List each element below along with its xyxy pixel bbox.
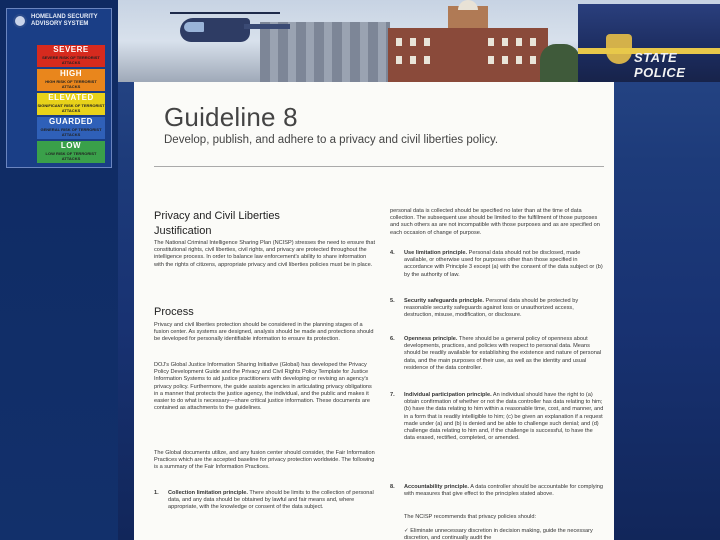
- level-name: GUARDED: [49, 117, 93, 126]
- principle-1: [154, 490, 376, 530]
- guideline-title: Guideline 8: [164, 102, 298, 132]
- threat-level-high: [37, 69, 105, 91]
- hsas-header: [11, 12, 109, 42]
- principle-7: [390, 392, 604, 482]
- process-text-3: The Global documents utilize, and any fusion center should consider, the Fair Information Practices which are the accepted baseline for privacy protection worldwide. The following is a summary of the Fair Information Practices.: [154, 450, 375, 471]
- threat-level-elevated: [37, 93, 105, 115]
- level-desc: SEVERE RISK OF TERRORIST ATTACKS: [42, 55, 100, 65]
- dhs-seal-icon: [13, 14, 27, 28]
- right-intro-text: personal data is collected should be specified no later than at the time of data collection. The subsequent use should be limited to the fulfillment of those purposes and such others as are not incompatible with those purposes and as are specified on each occasion of change of purpose.: [390, 208, 600, 236]
- item-number: 1.: [154, 490, 159, 496]
- level-desc: GENERAL RISK OF TERRORIST ATTACKS: [40, 127, 102, 137]
- item-body: An individual should have the right to (a) obtain confirmation of whether or not the data controller has data relating to him; (b) have the data relating to him within a reasonable time, cost, and manner, and in a form that is readily intelligible to him; (c) be given an explanation if a request made under (a) and (b) is denied and be able to challenge such denial; and (d) challenge data relating to him and, if the challenge is successful, to have the data erased, rectified, completed, or amended.: [404, 392, 604, 442]
- item-text: [404, 298, 604, 320]
- item-lead: Use limitation principle.: [404, 250, 468, 256]
- principle-8: [390, 484, 604, 514]
- level-desc: SIGNIFICANT RISK OF TERRORIST ATTACKS: [37, 103, 105, 113]
- sidebar: [0, 0, 118, 540]
- item-lead: Security safeguards principle.: [404, 298, 484, 304]
- item-lead: Accountability principle.: [404, 484, 469, 490]
- item-lead: Individual participation principle.: [404, 392, 492, 398]
- item-number: 4.: [390, 250, 395, 256]
- principle-6: [390, 336, 604, 386]
- trees-image: [540, 44, 580, 82]
- car-text: STATE POLICE: [634, 50, 686, 80]
- hsas-title: HOMELAND SECURITY ADVISORY SYSTEM: [31, 14, 98, 27]
- threat-level-low: [37, 141, 105, 163]
- threat-level-severe: [37, 45, 105, 67]
- item-lead: Openness principle.: [404, 336, 458, 342]
- item-lead: Collection limitation principle.: [168, 490, 248, 496]
- level-desc: LOW RISK OF TERRORIST ATTACKS: [45, 151, 97, 161]
- level-name: HIGH: [60, 69, 82, 78]
- process-text-2: DOJ's Global Justice Information Sharing Initiative (Global) has developed the Privacy Policy Development Guide and the Privacy and Civil Rights Policy Template for Justice Information Systems to aid justice practitioners with developing or revising an agency's privacy policy. Furthermore, the guide assists agencies in articulating privacy obligations in a manner that protects the justice agency, the individual, and the public and makes it easier to do what is necessary—share critical justice information. These documents are contained as attachments to the guidelines.: [154, 362, 372, 412]
- item-text: [404, 336, 604, 372]
- process-text-1: Privacy and civil liberties protection should be considered in the planning stages of a fusion center. As systems are designed, analysis should be made and protections should be developed for personally identifiable information to ensure its protection.: [154, 322, 374, 343]
- item-text: [404, 484, 604, 498]
- item-number: 8.: [390, 484, 395, 490]
- threat-level-guarded: [37, 117, 105, 139]
- level-name: LOW: [60, 141, 82, 150]
- item-text: [404, 392, 604, 442]
- justification-text: The National Criminal Intelligence Sharing Plan (NCISP) stresses the need to ensure that constitutional rights, civil liberties, civil rights, and privacy are protected throughout the intelligence process. In order to balance law enforcement's ability to share information with the rights of citizens, appropriate privacy and civil liberties policies must be in place.: [154, 240, 376, 268]
- principle-4: [390, 250, 604, 290]
- item-body: Personal data should be protected by reasonable security safeguards against loss or unauthorized access, destruction, misuse, modification, or disclosure.: [404, 298, 579, 319]
- item-text: [168, 490, 374, 512]
- brick-building-image: [388, 28, 548, 82]
- divider: [154, 166, 604, 167]
- item-number: 5.: [390, 298, 395, 304]
- ncisp-recommendation: The NCISP recommends that privacy policies should:: [404, 514, 537, 520]
- document-page: [134, 82, 614, 540]
- level-name: ELEVATED: [48, 93, 94, 102]
- hsas-panel: [6, 8, 112, 168]
- section-heading: Privacy and Civil Liberties: [154, 210, 280, 222]
- helicopter-image: [170, 4, 290, 50]
- checklist-item: ✓ Eliminate unnecessary discretion in decision making, guide the necessary discretion, and continually audit the: [404, 528, 593, 540]
- justification-heading: Justification: [154, 225, 212, 237]
- item-body: Personal data should not be disclosed, made available, or otherwise used for purposes other than those specified in accordance with Principle 3 except (a) with the consent of the data subject or (b) by the authority of law.: [404, 250, 603, 278]
- item-number: 6.: [390, 336, 395, 342]
- item-text: [404, 250, 604, 279]
- item-body: A data controller should be accountable for complying with measures that give effect to the principles stated above.: [404, 484, 603, 498]
- principle-5: [390, 298, 604, 332]
- item-body: There should be limits to the collection of personal data, and any data should be obtained by lawful and fair means and, where appropriate, with the knowledge or consent of the data subject.: [168, 490, 374, 511]
- level-name: SEVERE: [53, 45, 89, 54]
- guideline-subtitle: Develop, publish, and adhere to a privacy and civil liberties policy.: [164, 134, 499, 146]
- item-number: 7.: [390, 392, 395, 398]
- level-desc: HIGH RISK OF TERRORIST ATTACKS: [45, 79, 97, 89]
- process-heading: Process: [154, 306, 194, 318]
- item-body: There should be a general policy of openness about developments, practices, and policies with respect to personal data. Means should be readily available for establishing the existence and nature of personal data, and the main purposes of their use, as well as the identity and usual residence of the data controller.: [404, 336, 602, 371]
- police-car-image: [578, 4, 720, 82]
